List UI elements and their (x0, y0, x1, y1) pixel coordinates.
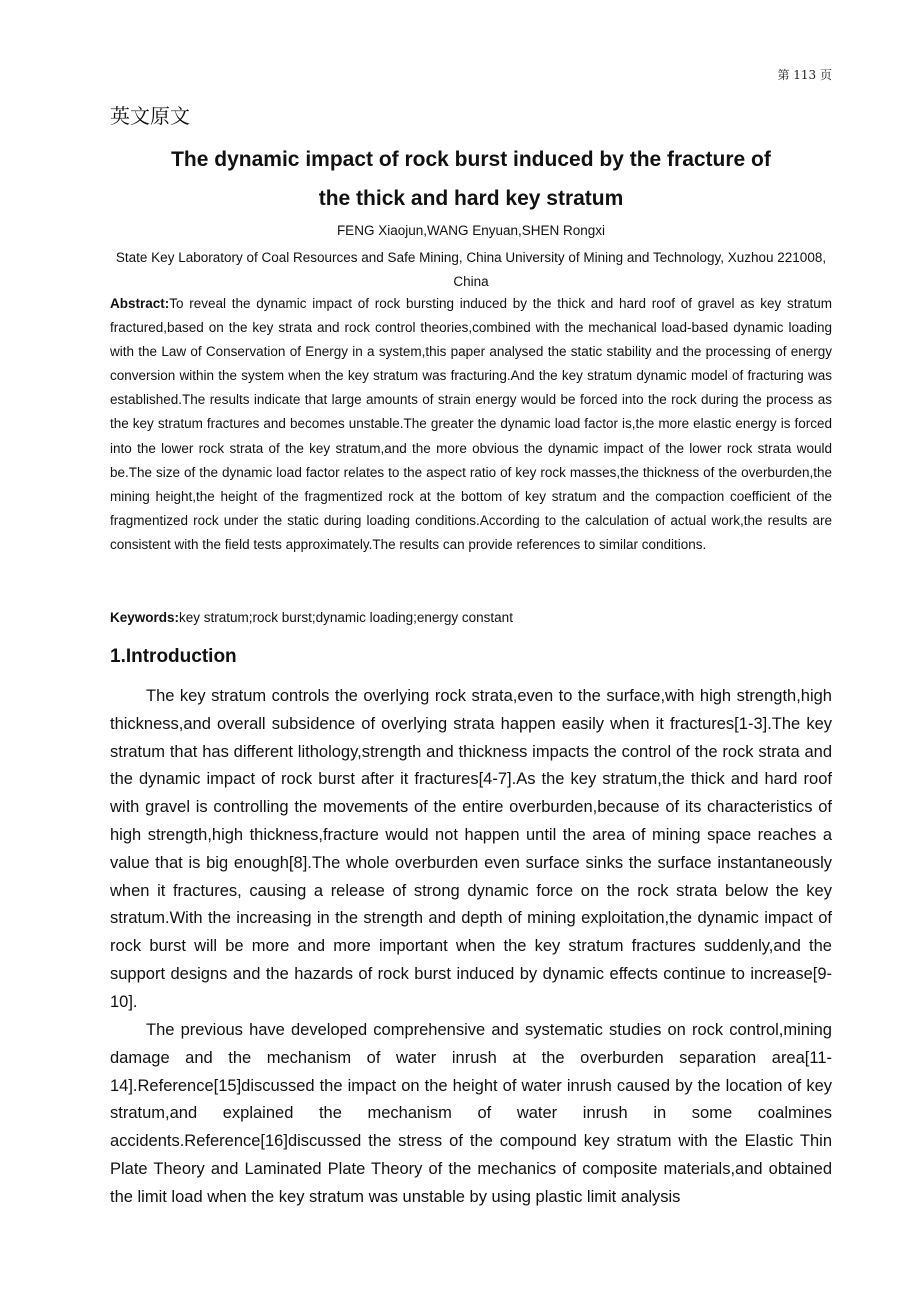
affiliation: State Key Laboratory of Coal Resources and Safe Mining, China University of Mining and Technology, Xuzhou 221008, China (115, 250, 827, 289)
paper-title (110, 140, 832, 218)
section-label: 英文原文 (110, 104, 190, 128)
title-line-1: The dynamic impact of rock burst induced by the fracture of (171, 148, 771, 171)
authors: FENG Xiaojun,WANG Enyuan,SHEN Rongxi (336, 223, 606, 238)
keywords-text: key stratum;rock burst;dynamic loading;energy constant (179, 610, 513, 625)
body-paragraph: The key stratum controls the overlying rock strata,even to the surface,with high strength,high thickness,and overall subsidence of overlying strata happen easily when it fractures[1-3].The key stratum that has different lithology,strength and thickness impacts the control of the rock strata and the dynamic impact of rock burst after it fractures[4-7].As the key stratum,the thick and hard roof with gravel is controlling the movements of the entire overburden,because of its characteristics of high strength,high thickness,fracture would not happen until the area of mining space reaches a value that is big enough[8].The whole overburden even surface sinks the surface instantaneously when it fractures, causing a release of strong dynamic force on the rock strata below the key stratum.With the increasing in the strength and depth of mining exploitation,the dynamic impact of rock burst will be more and more important when the key stratum fractures suddenly,and the support designs and the hazards of rock burst induced by dynamic effects continue to increase[9-10]. (110, 687, 832, 1011)
page-number: 第 113 页 (777, 68, 832, 82)
section-heading: 1.Introduction (110, 646, 237, 667)
abstract (110, 292, 832, 557)
abstract-label: Abstract: (110, 296, 170, 311)
abstract-text: To reveal the dynamic impact of rock bursting induced by the thick and hard roof of gravel as key stratum fractured,based on the key strata and rock control theories,combined with the mechanical load-based dynamic loading with the Law of Conservation of Energy in a system,this paper analysed the static stability and the processing of energy conversion within the system when the key stratum was fracturing.And the key stratum dynamic model of fracturing was established.The results indicate that large amounts of strain energy would be forced into the rock during the process as the key stratum fractures and becomes unstable.The greater the dynamic load factor is,the more elastic energy is forced into the lower rock strata of the key stratum,and the more obvious the dynamic impact of the lower rock strata would be.The size of the dynamic load factor relates to the aspect ratio of key rock masses,the thickness of the overburden,the mining height,the height of the fragmentized rock at the bottom of key stratum and the compaction coefficient of the fragmentized rock under the static during loading conditions.According to the calculation of actual work,the results are consistent with the field tests approximately.The results can provide references to similar conditions. (110, 296, 832, 552)
body-paragraph: The previous have developed comprehensive and systematic studies on rock control,mining damage and the mechanism of water inrush at the overburden separation area[11-14].Reference[15]discussed the impact on the height of water inrush caused by the location of key stratum,and explained the mechanism of water inrush in some coalmines accidents.Reference[16]discussed the stress of the compound key stratum with the Elastic Thin Plate Theory and Laminated Plate Theory of the mechanics of composite materials,and obtained the limit load when the key stratum was unstable by using plastic limit analysis (110, 1021, 832, 1206)
title-line-2: the thick and hard key stratum (318, 187, 624, 210)
keywords-label: Keywords: (110, 610, 180, 625)
keywords (110, 606, 832, 630)
